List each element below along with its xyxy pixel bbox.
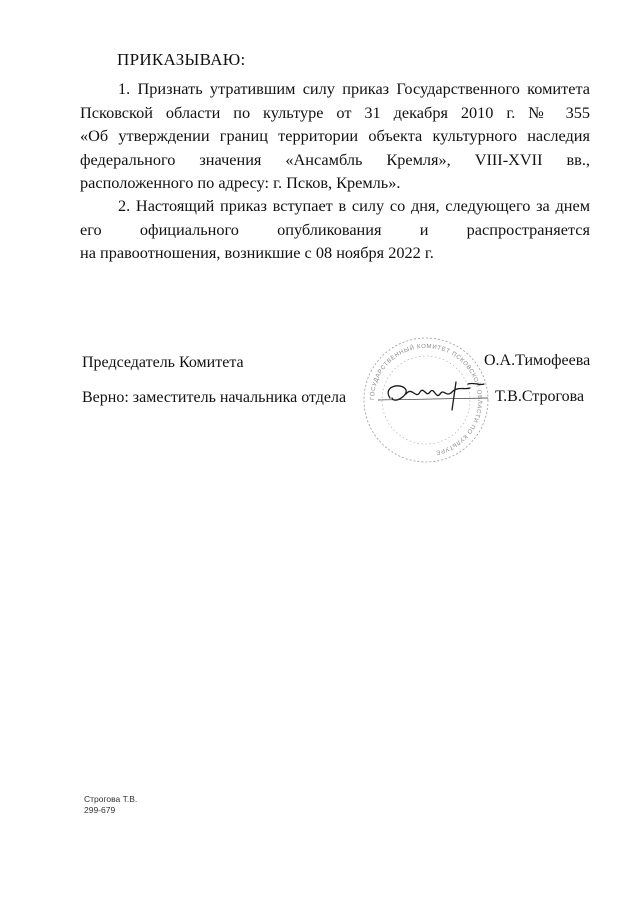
paragraph-1-line: «Об утверждении границ территории объекта культурного наследия [80,126,590,145]
paragraph-2-line: 2. Настоящий приказ вступает в силу со дня, следующего за днем [118,196,590,215]
chairman-name: О.А.Тимофеева [484,352,591,369]
paragraph-2 [80,194,590,265]
paragraph-1-line: Псковской области по культуре от 31 декабря 2010 г. № 355 [80,102,590,122]
paragraph-2-line: на правоотношения, возникшие с 08 ноября 2022 г. [80,243,434,262]
executor-name: Строгова Т.В. [84,794,138,804]
paragraph-2-line: его официального опубликования и распространяется [80,219,590,239]
paragraph-1-line: 1. Признать утратившим силу приказ Государственного комитета [118,79,590,98]
paragraph-1-line: расположенного по адресу: г. Псков, Кремль». [80,173,401,192]
handwritten-signature [372,376,492,416]
paragraph-1-line: федерального значения «Ансамбль Кремля», VIII-XVII вв., [80,149,590,169]
certified-title: Верно: заместитель начальника отдела [82,389,347,406]
chairman-title: Председатель Комитета [82,354,244,371]
paragraph-1 [80,77,590,195]
executor-phone: 299-679 [84,805,116,815]
order-heading: ПРИКАЗЫВАЮ: [117,50,246,69]
certified-name: Т.В.Строгова [495,388,585,405]
stamp-text: ГОСУДАРСТВЕННЫЙ КОМИТЕТ ПСКОВСКОЙ ОБЛАСТИ ПО КУЛЬТУРЕ [369,343,483,456]
